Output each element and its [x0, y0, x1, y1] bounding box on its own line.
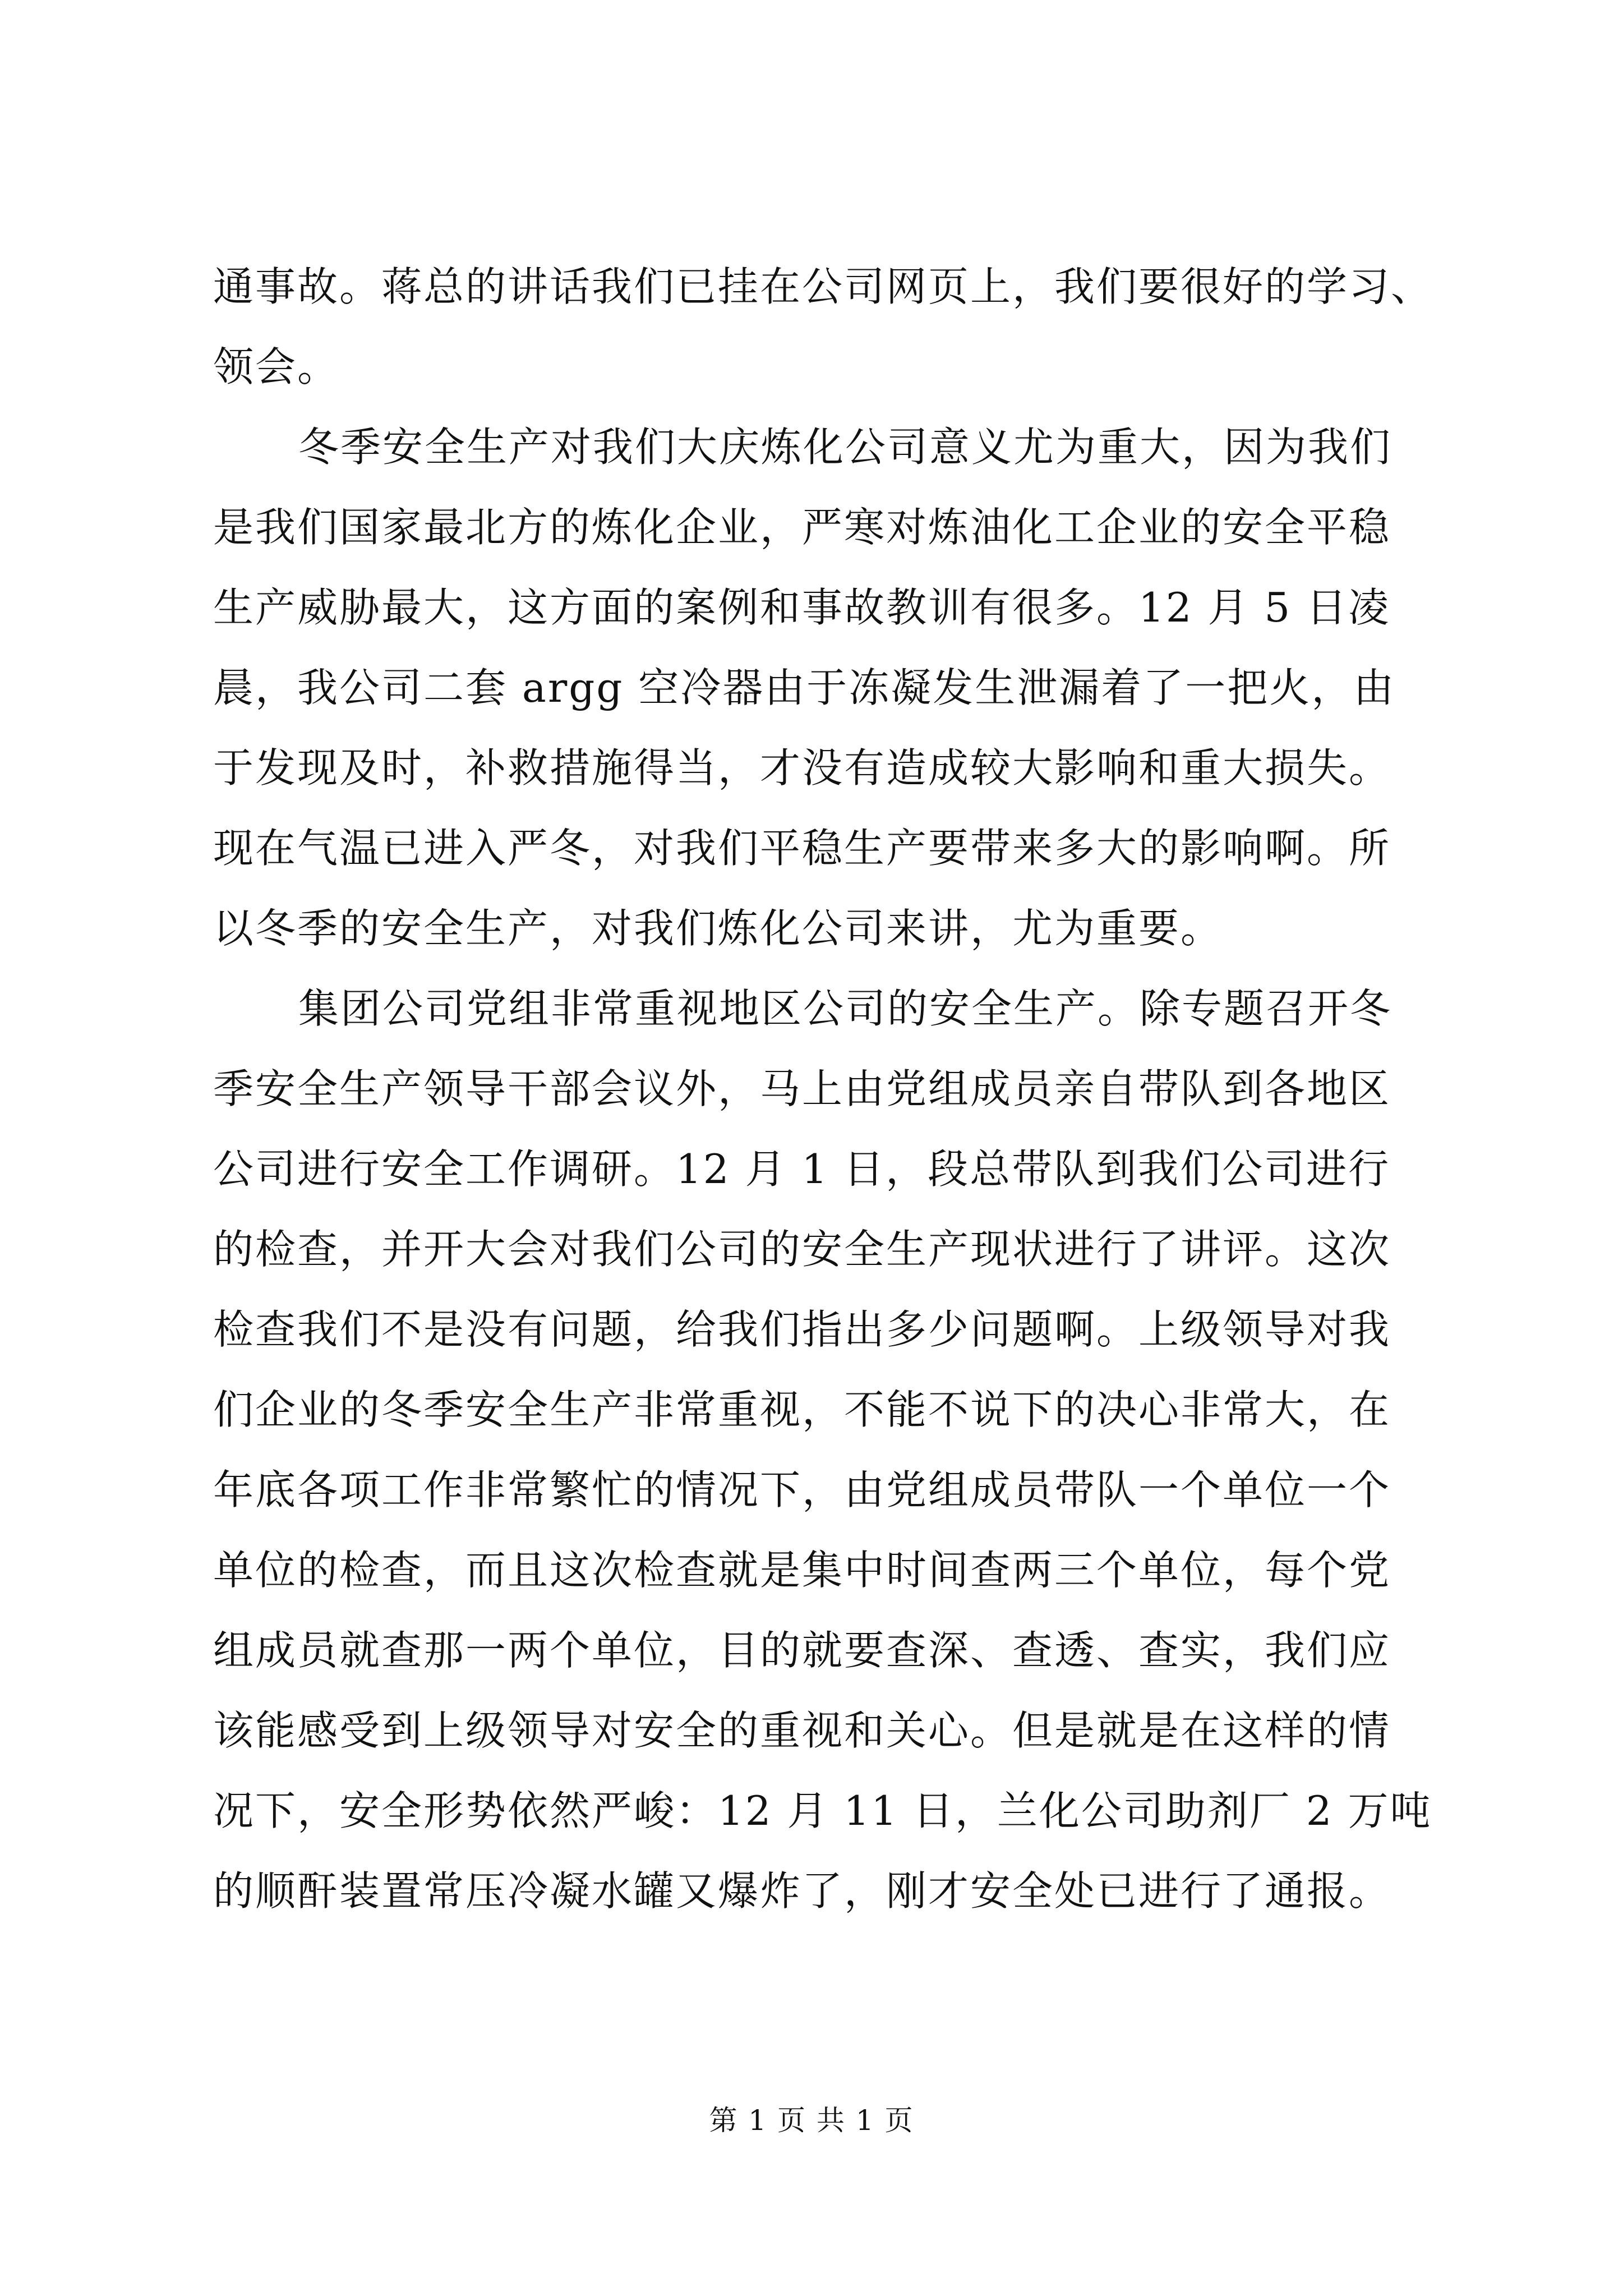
text-line: 生产威胁最大，这方面的案例和事故教训有很多。12 月 5 日凌	[213, 584, 1391, 631]
paragraph-start-line: 冬季安全生产对我们大庆炼化公司意义尤为重大，因为我们	[298, 424, 1393, 471]
text-line: 组成员就查那一两个单位，目的就要查深、查透、查实，我们应	[213, 1627, 1391, 1674]
text-line: 况下，安全形势依然严峻：12 月 11 日，兰化公司助剂厂 2 万吨	[213, 1787, 1432, 1834]
text-line: 于发现及时，补救措施得当，才没有造成较大影响和重大损失。	[213, 744, 1391, 792]
text-line: 的顺酐装置常压冷凝水罐又爆炸了，刚才安全处已进行了通报。	[213, 1867, 1391, 1915]
paragraph-start-line: 集团公司党组非常重视地区公司的安全生产。除专题召开冬	[298, 985, 1393, 1032]
text-line: 是我们国家最北方的炼化企业，严寒对炼油化工企业的安全平稳	[213, 504, 1391, 551]
page-footer	[0, 2101, 1623, 2140]
text-line: 以冬季的安全生产，对我们炼化公司来讲，尤为重要。	[213, 905, 1223, 952]
text-line: 通事故。蒋总的讲话我们已挂在公司网页上，我们要很好的学习、	[213, 263, 1433, 310]
text-line: 领会。	[213, 343, 340, 390]
text-line: 季安全生产领导干部会议外，马上由党组成员亲自带队到各地区	[213, 1065, 1391, 1112]
text-line: 晨，我公司二套 argg 空冷器由于冻凝发生泄漏着了一把火，由	[213, 664, 1396, 711]
text-line: 们企业的冬季安全生产非常重视，不能不说下的决心非常大，在	[213, 1386, 1391, 1433]
text-line: 现在气温已进入严冬，对我们平稳生产要带来多大的影响啊。所	[213, 825, 1391, 872]
body-text	[213, 247, 1433, 1931]
text-line: 公司进行安全工作调研。12 月 1 日，段总带队到我们公司进行	[213, 1145, 1391, 1193]
text-line: 年底各项工作非常繁忙的情况下，由党组成员带队一个单位一个	[213, 1466, 1391, 1513]
text-line: 检查我们不是没有问题，给我们指出多少问题啊。上级领导对我	[213, 1306, 1391, 1353]
text-line: 单位的检查，而且这次检查就是集中时间查两三个单位，每个党	[213, 1547, 1391, 1594]
page-number-label: 第 1 页 共 1 页	[709, 2104, 914, 2137]
text-line: 的检查，并开大会对我们公司的安全生产现状进行了讲评。这次	[213, 1226, 1391, 1273]
text-line: 该能感受到上级领导对安全的重视和关心。但是就是在这样的情	[213, 1707, 1391, 1754]
